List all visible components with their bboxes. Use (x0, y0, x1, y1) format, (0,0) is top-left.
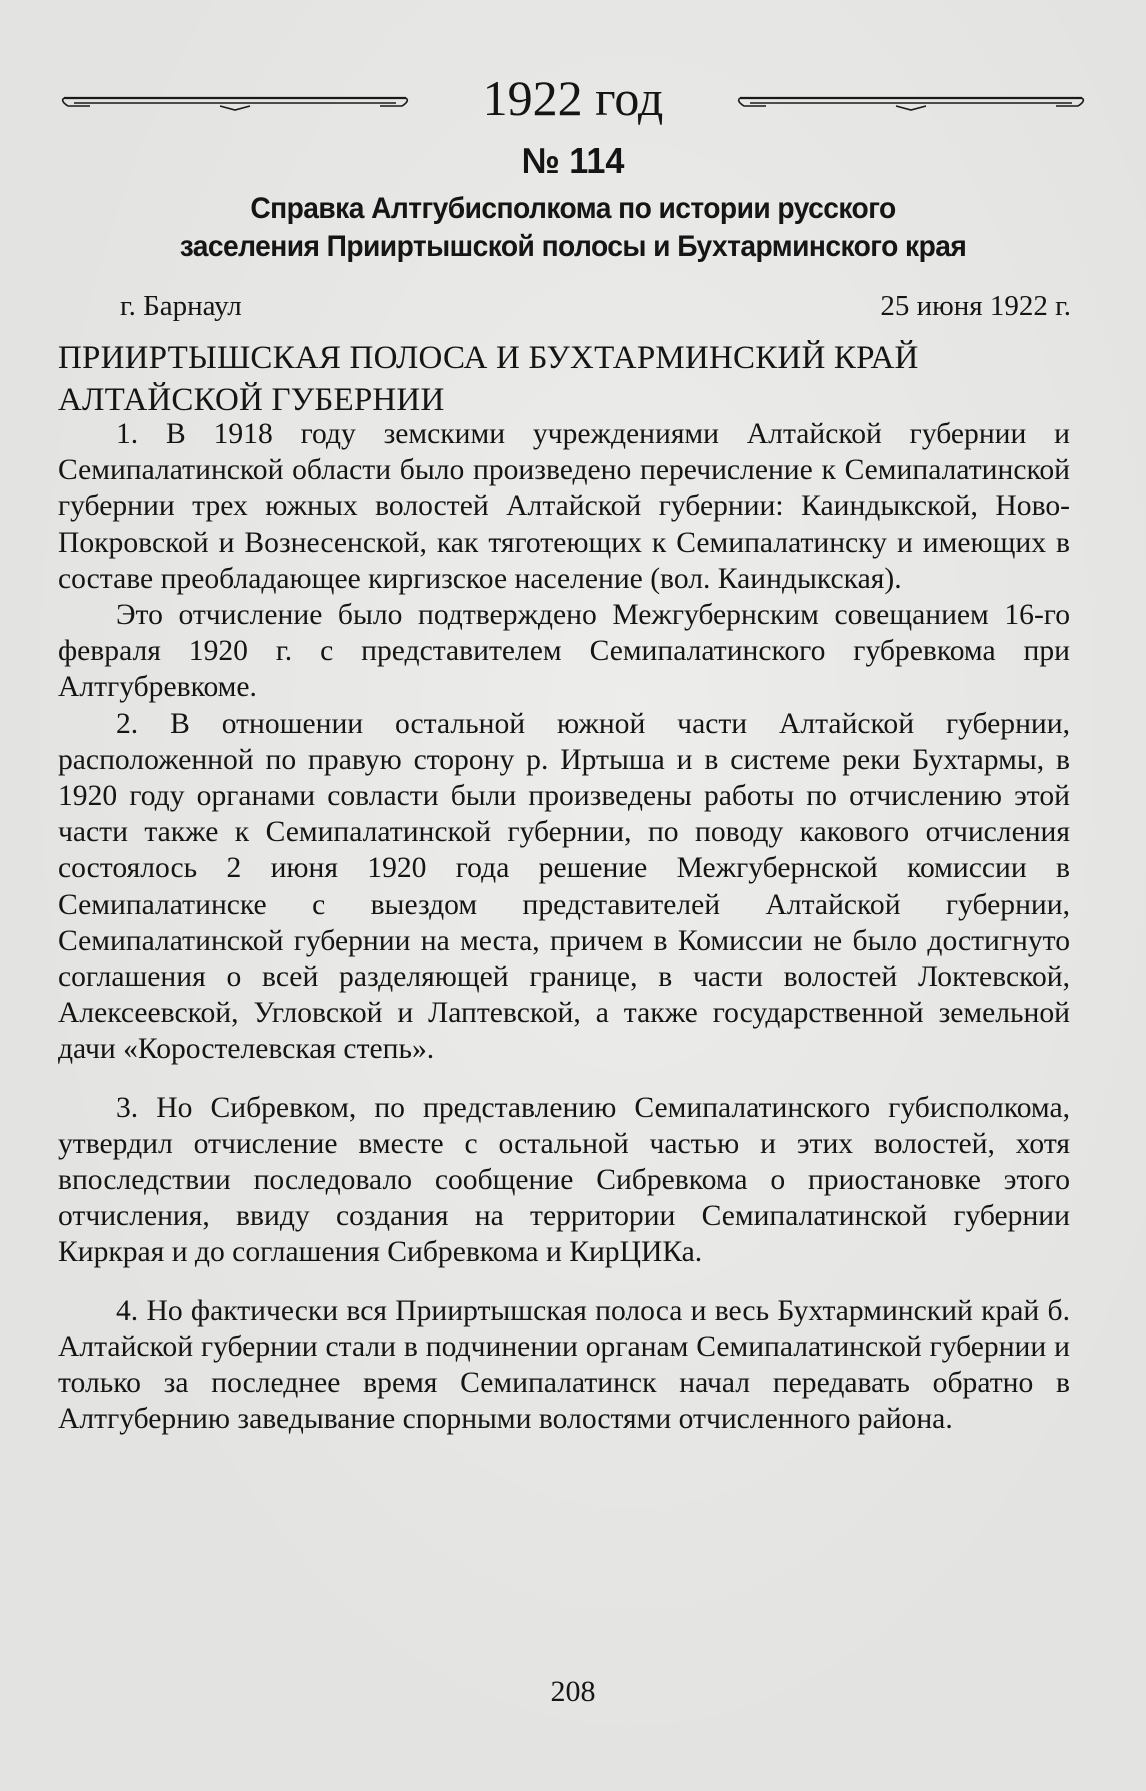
document-number: № 114 (521, 140, 625, 181)
page-number: 208 (550, 1675, 596, 1708)
document-body (58, 416, 1070, 1437)
right-ornament-rule (736, 88, 1086, 114)
page-header (60, 70, 1086, 130)
place: г. Барнаул (120, 290, 242, 322)
paragraph-1: 1. В 1918 году земскими учреждениями Алтайской губернии и Семипалатинской области было произведено перечисление к Семипалатинской губернии трех южных волостей Алтайской губернии: Каиндыкской, Ново-Покровской и Вознесенской, как тяготеющих к Семипалатинску и имеющих в составе преобладающее киргизское население (вол. Каиндыкская). (58, 418, 1070, 595)
document-title-line: Справка Алтгубисполкома по истории русского (250, 192, 896, 225)
date: 25 июня 1922 г. (880, 290, 1071, 322)
section-heading-line: АЛТАЙСКОЙ ГУБЕРНИИ (58, 382, 445, 418)
paragraph-5: 4. Но фактически вся Прииртышская полоса и весь Бухтарминский край б. Алтайской губернии стали в подчинении органам Семипалатинской губернии и только за последнее время Семипалатинск начал передавать обратно в Алтгубернию заведывание спорными волостями отчисленного района. (58, 1294, 1070, 1436)
paragraph-4: 3. Но Сибревком, по представлению Семипалатинского губисполкома, утвердил отчисление вместе с остальной частью и этих волостей, хотя впоследствии последовало сообщение Сибревкома о приостановке этого отчисления, ввиду создания на территории Семипалатинской губернии Киркрая и до соглашения Сибревкома и КирЦИКа. (58, 1091, 1070, 1269)
place-date-line (120, 290, 1071, 323)
section-heading (58, 337, 1076, 421)
paragraph-3: 2. В отношении остальной южной части Алтайской губернии, расположенной по правую сторону р. Иртыша и в системе реки Бухтармы, в 1920 году органами совласти были произведены работы по отчислению этой части также к Семипалатинской губернии, по поводу какового отчисления состоялось 2 июня 1920 года решение Межгубернской комиссии в Семипалатинске с выездом представителей Алтайской губернии, Семипалатинской губернии на места, причем в Комиссии не было достигнуто соглашения о всей разделяющей границе, в части волостей Локтевской, Алексеевской, Угловской и Лаптевской, а также государственной земельной дачи «Коростелевская степь». (58, 707, 1070, 1066)
document-title (100, 190, 1046, 266)
section-heading-line: ПРИИРТЫШСКАЯ ПОЛОСА И БУХТАРМИНСКИЙ КРАЙ (58, 340, 919, 376)
year-heading: 1922 год (482, 70, 664, 126)
document-title-line: заселения Прииртышской полосы и Бухтарминского края (179, 230, 967, 263)
paragraph-2: Это отчисление было подтверждено Межгубернским совещанием 16-го февраля 1920 г. с представителем Семипалатинского губревкома при Алтгубревкоме. (58, 599, 1070, 704)
